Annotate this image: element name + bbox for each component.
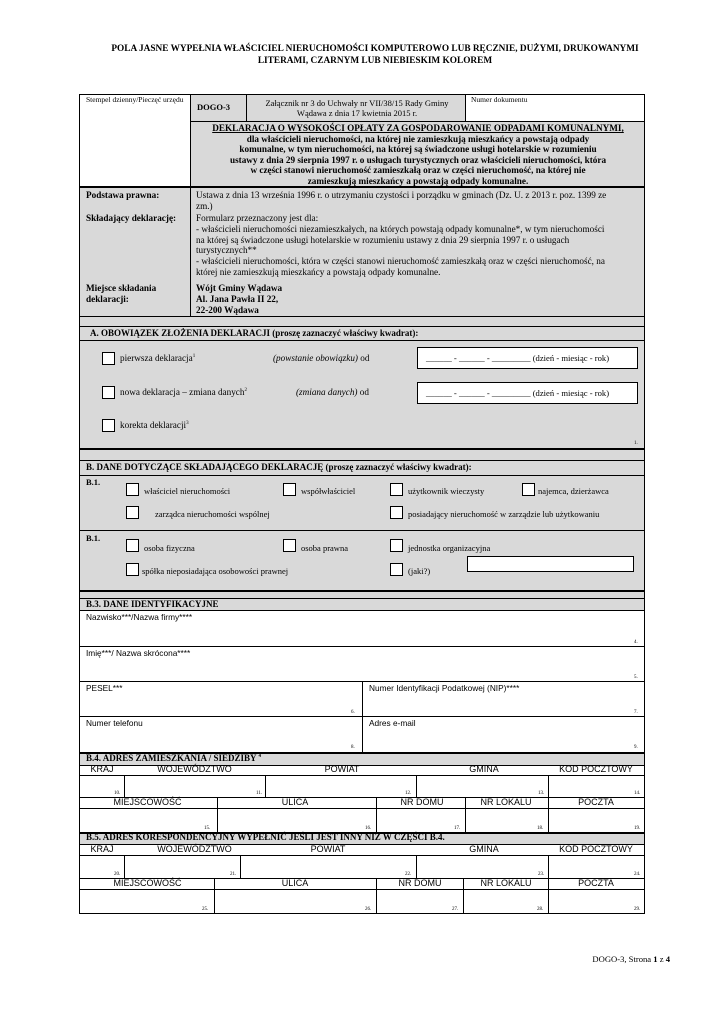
b5-county-input[interactable] bbox=[241, 856, 416, 878]
b5-voivodeship-header: WOJEWÓDZTWO bbox=[157, 844, 232, 854]
tenant-checkbox[interactable] bbox=[522, 483, 535, 496]
field-number-11: 11. bbox=[256, 791, 263, 796]
annex-text bbox=[252, 98, 462, 118]
first-name-input[interactable] bbox=[80, 647, 644, 681]
submission-place-label-2: deklaracji: bbox=[86, 294, 129, 304]
b5-apt-no-header: NR LOKALU bbox=[480, 878, 532, 888]
field-number-15: 15. bbox=[204, 826, 211, 831]
b5-postcode-input[interactable] bbox=[549, 856, 644, 878]
field-number-13: 13. bbox=[538, 791, 545, 796]
b5-post-office-header: POCZTA bbox=[578, 878, 614, 888]
possessor-checkbox[interactable] bbox=[390, 506, 403, 519]
b5-apt-no-input[interactable] bbox=[464, 890, 548, 913]
declaration-title-line-2: dla właścicieli nieruchomości, na której nie zamieszkują mieszkańcy a powstają odpady bbox=[246, 133, 590, 144]
form-code: DOGO-3 bbox=[197, 102, 231, 112]
owner-checkbox[interactable] bbox=[126, 483, 139, 496]
other-type-input[interactable] bbox=[467, 556, 634, 572]
filer-line-5: - właścicieli nieruchomości, która w części stanowi nieruchomość zamieszkałą oraz w części nieruchomość, na bbox=[196, 256, 605, 267]
b5-house-no-input[interactable] bbox=[377, 890, 463, 913]
b5-voivodeship-input[interactable] bbox=[125, 856, 240, 878]
form-header bbox=[80, 43, 670, 67]
document-number-label: Numer dokumentu bbox=[471, 95, 528, 104]
field-number-6: 6. bbox=[351, 710, 355, 715]
organizational-unit-checkbox[interactable] bbox=[390, 539, 403, 552]
manager-label: zarządca nieruchomości wspólnej bbox=[155, 509, 270, 519]
filer-line-4: turystycznych** bbox=[196, 245, 257, 256]
submission-place bbox=[196, 283, 282, 316]
submission-place-label-1: Miejsce składania bbox=[86, 283, 157, 293]
partnership-label: spółka nieposiadająca osobowości prawnej bbox=[142, 566, 289, 576]
b4-locality-header: MIEJSCOWOŚĆ bbox=[113, 797, 182, 807]
correction-text: korekta deklaracji bbox=[120, 420, 187, 430]
field-number-21: 21. bbox=[230, 872, 237, 877]
b5-street-header: ULICA bbox=[281, 878, 309, 888]
footer-of: z bbox=[657, 954, 666, 964]
field-number-1: 1. bbox=[634, 441, 638, 446]
first-declaration-od: od bbox=[360, 353, 370, 363]
page-footer bbox=[592, 954, 670, 964]
footer-page-current: 1 bbox=[653, 954, 658, 964]
partnership-checkbox[interactable] bbox=[126, 563, 139, 576]
first-name-label: Imię***/ Nazwa skrócona**** bbox=[86, 648, 191, 658]
new-declaration-label bbox=[120, 387, 247, 397]
phone-label: Numer telefonu bbox=[86, 718, 143, 728]
b5-house-no-header: NR DOMU bbox=[398, 878, 442, 888]
legal-basis-line-1: Ustawa z dnia 13 września 1996 r. o utrzymaniu czystości i porządku w gminach (Dz. U. z 2013 r. poz. 1399 ze bbox=[196, 190, 607, 200]
correction-checkbox[interactable] bbox=[102, 419, 115, 432]
email-input[interactable] bbox=[363, 717, 644, 752]
first-declaration-text: pierwsza deklaracja bbox=[120, 353, 193, 363]
b4-county-header: POWIAT bbox=[324, 764, 360, 774]
field-number-19: 19. bbox=[634, 826, 641, 831]
b5-commune-header: GMINA bbox=[469, 844, 499, 854]
submission-place-line-2: Al. Jana Pawła II 22, bbox=[196, 294, 279, 304]
first-declaration-sup: 1 bbox=[192, 353, 196, 359]
header-line-2: LITERAMI, CZARNYM LUB NIEBIESKIM KOLOREM bbox=[257, 56, 493, 66]
declaration-title-line-4: ustawy z dnia 29 sierpnia 1997 r. o usługach turystycznych oraz właścicieli nieruchomości, która bbox=[229, 154, 607, 165]
header-line-1: POLA JASNE WYPEŁNIA WŁAŚCICIEL NIERUCHOMOŚCI KOMPUTEROWO LUB RĘCZNIE, DUŻYMI, DRUKOWANYMI bbox=[111, 44, 639, 54]
b4-street-header: ULICA bbox=[281, 797, 309, 807]
filer-label: Składający deklarację: bbox=[86, 213, 177, 223]
b5-locality-header: MIEJSCOWOŚĆ bbox=[113, 878, 182, 888]
field-number-27: 27. bbox=[452, 907, 459, 912]
b4-post-office-input[interactable] bbox=[549, 809, 644, 832]
field-number-25: 25. bbox=[202, 907, 209, 912]
field-number-26: 26. bbox=[365, 907, 372, 912]
b4-locality-input[interactable] bbox=[80, 809, 217, 832]
field-number-8: 8. bbox=[351, 745, 355, 750]
b5-country-header: KRAJ bbox=[90, 844, 114, 854]
submission-place-line-1: Wójt Gminy Wądawa bbox=[196, 283, 283, 293]
b5-street-input[interactable] bbox=[215, 890, 376, 913]
first-declaration-hint bbox=[273, 353, 369, 363]
declaration-title-line-3: komunalne, w tym nieruchomości, na której są świadczone usługi hotelarskie w rozumieniu bbox=[239, 144, 597, 155]
other-type-checkbox[interactable] bbox=[390, 563, 403, 576]
pesel-label: PESEL*** bbox=[86, 683, 123, 693]
new-declaration-sup: 2 bbox=[244, 387, 247, 393]
first-declaration-hint-text: (powstanie obowiązku) bbox=[273, 353, 358, 363]
b4-voivodeship-header: WOJEWÓDZTWO bbox=[157, 764, 232, 774]
organizational-unit-label: jednostka organizacyjna bbox=[408, 543, 491, 553]
filer-line-6: której nie zamieszkują mieszkańcy a powstają odpady komunalne. bbox=[196, 266, 441, 277]
b2-label: B.1. bbox=[86, 533, 101, 543]
filer-line-3: na której są świadczone usługi hotelarskie w rozumieniu ustawy z dnia 29 sierpnia 1997 r. o usługach bbox=[196, 234, 570, 245]
declaration-title-line-1: DEKLARACJA O WYSOKOŚCI OPŁATY ZA GOSPODAROWANIE ODPADAMI KOMUNALNYMI, bbox=[212, 123, 624, 133]
field-number-16: 16. bbox=[365, 826, 372, 831]
b1-label: B.1. bbox=[86, 477, 101, 487]
surname-input[interactable] bbox=[80, 611, 644, 646]
field-number-23: 23. bbox=[538, 872, 545, 877]
legal-person-label: osoba prawna bbox=[301, 543, 348, 553]
b4-commune-header: GMINA bbox=[469, 764, 499, 774]
new-declaration-hint bbox=[296, 387, 369, 397]
natural-person-checkbox[interactable] bbox=[126, 539, 139, 552]
section-b4-sup: 4 bbox=[258, 754, 261, 759]
co-owner-label: współwłaściciel bbox=[301, 486, 356, 496]
legal-person-checkbox[interactable] bbox=[283, 539, 296, 552]
filer-line-1: Formularz przeznaczony jest dla: bbox=[196, 213, 319, 223]
declaration-title-line-6: zamieszkują mieszkańcy a powstają odpady komunalne. bbox=[307, 175, 529, 186]
b5-post-office-input[interactable] bbox=[549, 890, 644, 913]
b4-country-header: KRAJ bbox=[90, 764, 114, 774]
b4-street-input[interactable] bbox=[218, 809, 376, 832]
field-number-24: 24. bbox=[634, 872, 641, 877]
b4-apt-no-header: NR LOKALU bbox=[480, 797, 532, 807]
new-declaration-text: nowa deklaracja – zmiana danych bbox=[120, 387, 245, 397]
owner-label: właściciel nieruchomości bbox=[144, 486, 231, 496]
natural-person-label: osoba fizyczna bbox=[144, 543, 195, 553]
declaration-title bbox=[193, 123, 643, 187]
field-number-5: 5. bbox=[634, 675, 638, 680]
legal-basis-label: Podstawa prawna: bbox=[86, 190, 160, 200]
field-number-17: 17. bbox=[454, 826, 461, 831]
annex-line-1: Załącznik nr 3 do Uchwały nr VII/38/15 Rady Gminy bbox=[265, 98, 449, 108]
b5-commune-input[interactable] bbox=[417, 856, 548, 878]
first-declaration-date-field[interactable]: ______ - ______ - _________ (dzień - miesiąc - rok) bbox=[417, 347, 638, 369]
field-number-7: 7. bbox=[634, 710, 638, 715]
b5-postcode-header: KOD POCZTOWY bbox=[559, 844, 633, 854]
phone-input[interactable] bbox=[80, 717, 361, 752]
b4-house-no-header: NR DOMU bbox=[400, 797, 444, 807]
field-number-12: 12. bbox=[405, 791, 412, 796]
b4-postcode-input[interactable] bbox=[549, 776, 644, 797]
b5-county-header: POWIAT bbox=[310, 844, 346, 854]
tenant-label: najemca, dzierżawca bbox=[538, 486, 609, 496]
field-number-10: 10. bbox=[114, 791, 121, 796]
submission-place-line-3: 22-200 Wądawa bbox=[196, 305, 259, 315]
perpetual-user-checkbox[interactable] bbox=[390, 483, 403, 496]
b4-voivodeship-input[interactable] bbox=[125, 776, 265, 797]
b4-post-office-header: POCZTA bbox=[578, 797, 614, 807]
field-number-9: 9. bbox=[634, 745, 638, 750]
correction-sup: 3 bbox=[186, 420, 189, 426]
pesel-input[interactable] bbox=[80, 682, 361, 716]
field-number-4: 4. bbox=[634, 640, 638, 645]
other-type-label: (jaki?) bbox=[408, 566, 431, 576]
b4-commune-input[interactable] bbox=[417, 776, 548, 797]
b4-county-input[interactable] bbox=[266, 776, 416, 797]
filer-line-2: - właścicieli nieruchomości niezamieszkałych, na których powstają odpady komunalne*, w tym nieruchomości bbox=[196, 223, 605, 234]
manager-checkbox[interactable] bbox=[126, 506, 139, 519]
stamp-area bbox=[80, 95, 190, 186]
field-number-22: 22. bbox=[405, 872, 412, 877]
first-declaration-checkbox[interactable] bbox=[102, 352, 115, 365]
co-owner-checkbox[interactable] bbox=[283, 483, 296, 496]
filer-text bbox=[196, 213, 642, 278]
section-b3-spacer bbox=[79, 591, 645, 598]
possessor-label: posiadający nieruchomość w zarządzie lub użytkowaniu bbox=[408, 509, 600, 519]
perpetual-user-label: użytkownik wieczysty bbox=[408, 486, 485, 496]
first-declaration-label bbox=[120, 353, 195, 363]
new-declaration-od: od bbox=[359, 387, 369, 397]
section-b-title: B. DANE DOTYCZĄCE SKŁADAJĄCEGO DEKLARACJĘ (proszę zaznaczyć właściwy kwadrat): bbox=[86, 462, 472, 472]
new-declaration-hint-text: (zmiana danych) bbox=[296, 387, 358, 397]
field-number-29: 29. bbox=[634, 907, 641, 912]
nip-input[interactable] bbox=[363, 682, 644, 716]
field-number-28: 28. bbox=[537, 907, 544, 912]
footer-prefix: DOGO-3, Strona bbox=[592, 954, 654, 964]
submission-place-label bbox=[86, 283, 156, 305]
legal-basis-text bbox=[196, 190, 642, 212]
footer-page-total: 4 bbox=[665, 954, 670, 964]
section-b4-title bbox=[86, 753, 261, 763]
field-number-20: 20. bbox=[114, 872, 121, 877]
correction-label bbox=[120, 420, 189, 430]
annex-line-2: Wądawa z dnia 17 kwietnia 2015 r. bbox=[296, 108, 418, 118]
b4-house-no-input[interactable] bbox=[377, 809, 465, 832]
section-b3-title: B.3. DANE IDENTYFIKACYJNE bbox=[86, 599, 219, 609]
b4-apt-no-input[interactable] bbox=[466, 809, 548, 832]
section-b5-title: B.5. ADRES KORESPONDENCYJNY WYPEŁNIĆ JEŚLI JEST INNY NIŻ W CZĘŚCI B.4. bbox=[86, 832, 445, 842]
section-a-spacer bbox=[79, 316, 645, 326]
b5-locality-input[interactable] bbox=[80, 890, 214, 913]
nip-label: Numer Identyfikacji Podatkowej (NIP)**** bbox=[369, 683, 520, 693]
section-b-spacer bbox=[79, 449, 645, 460]
stamp-label: Stempel dzienny/Pieczęć urzędu bbox=[86, 95, 184, 104]
field-number-18: 18. bbox=[537, 826, 544, 831]
b4-postcode-header: KOD POCZTOWY bbox=[559, 764, 633, 774]
section-a-title: A. OBOWIĄZEK ZŁOŻENIA DEKLARACJI (proszę zaznaczyć właściwy kwadrat): bbox=[90, 328, 419, 338]
legal-basis-line-2: zm.) bbox=[196, 201, 213, 211]
new-declaration-date-field[interactable]: ______ - ______ - _________ (dzień - miesiąc - rok) bbox=[417, 382, 638, 404]
section-b4-title-text: B.4. ADRES ZAMIESZKANIA / SIEDZIBY bbox=[86, 753, 259, 763]
surname-label: Nazwisko***/Nazwa firmy**** bbox=[86, 612, 193, 622]
email-label: Adres e-mail bbox=[369, 718, 416, 728]
field-number-14: 14. bbox=[634, 791, 641, 796]
new-declaration-checkbox[interactable] bbox=[102, 386, 115, 399]
declaration-title-line-5: w części stanowi nieruchomość zamieszkałą oraz w części nieruchomość, na której nie bbox=[250, 165, 586, 176]
